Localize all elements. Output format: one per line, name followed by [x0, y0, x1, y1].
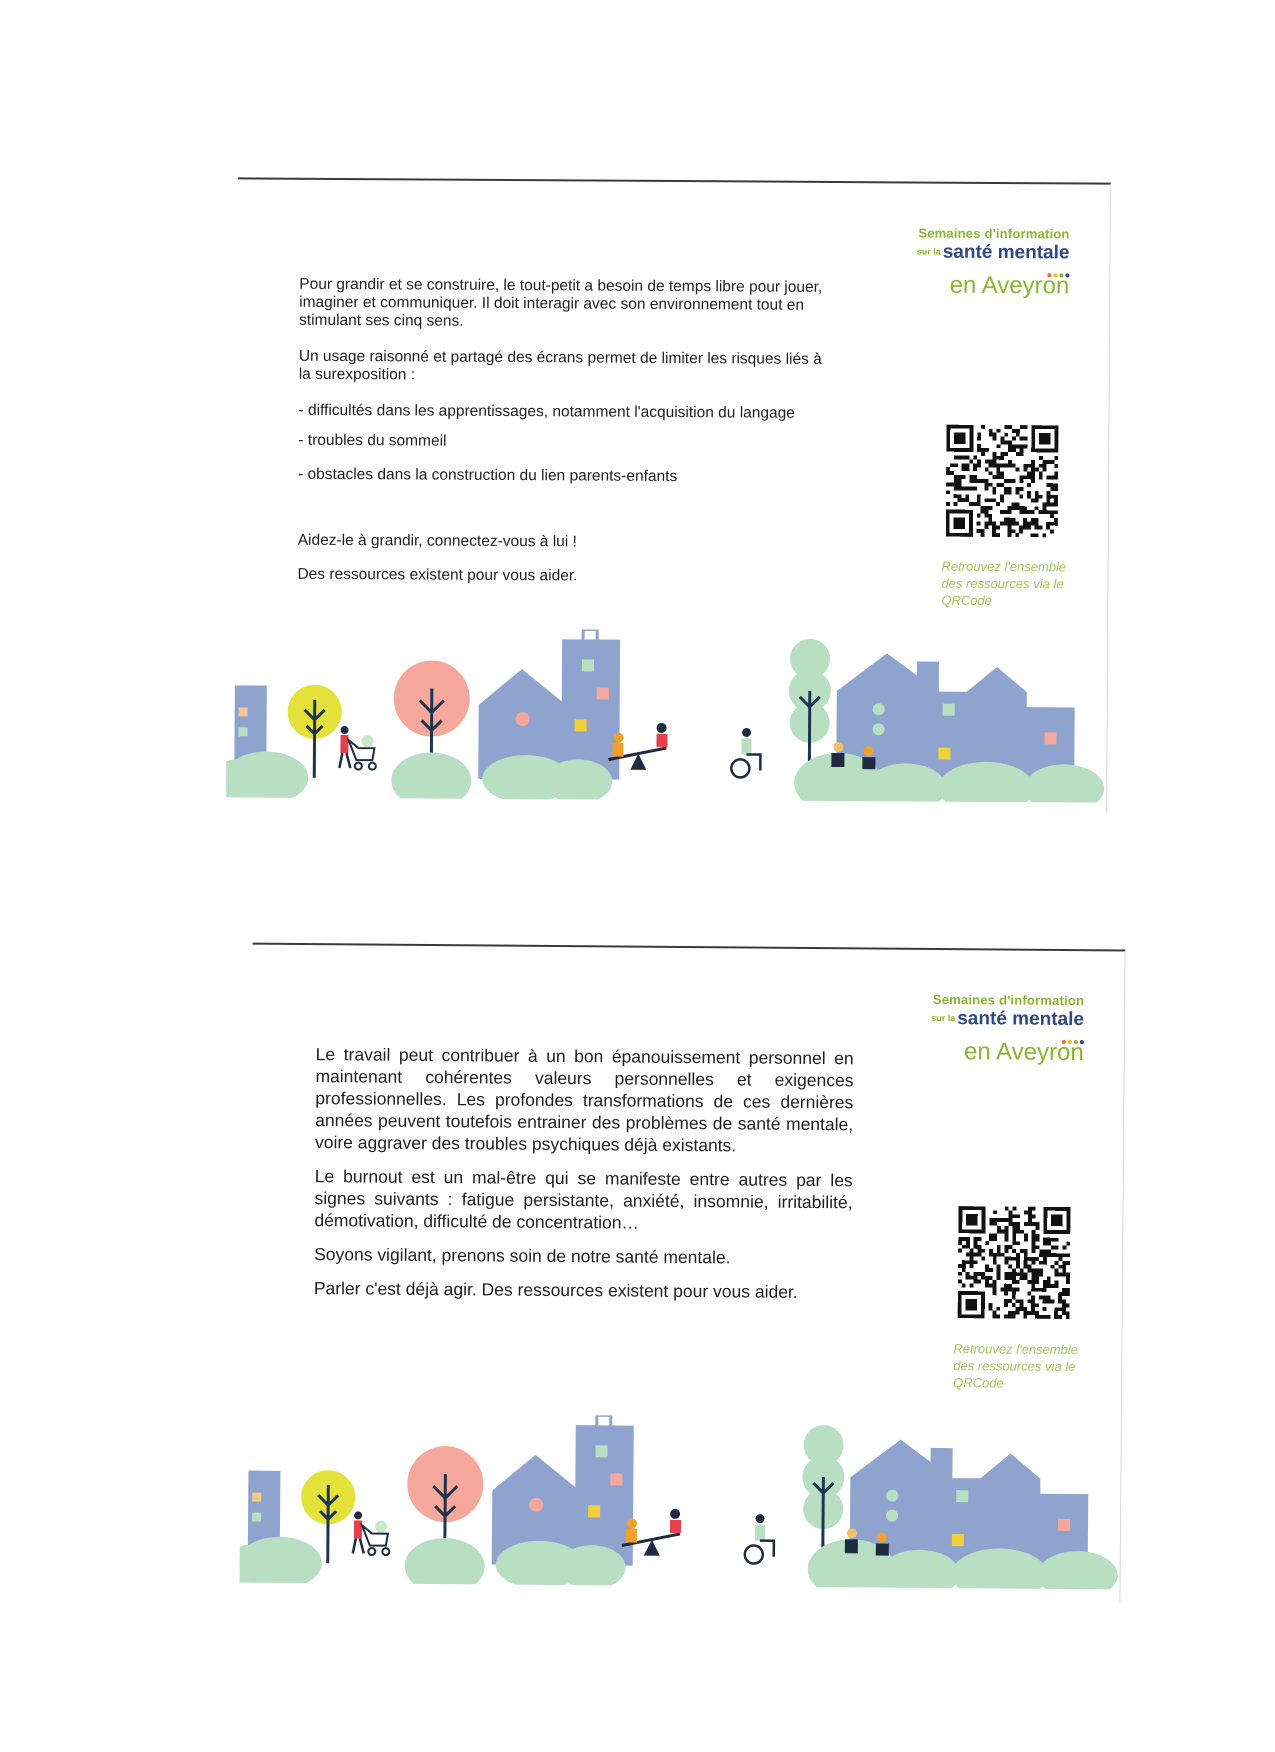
bullet-item: - troubles du sommeil: [298, 431, 447, 450]
logo-dots: [931, 1030, 1084, 1037]
paragraph: Soyons vigilant, prenons soin de notre santé mentale.: [314, 1244, 731, 1268]
logo-small: sur la: [916, 246, 941, 257]
paragraph: Parler c'est déjà agir. Des ressources existent pour vous aider.: [313, 1278, 798, 1302]
info-card-screens: [234, 177, 1111, 812]
logo-line1: Semaines d'information: [918, 225, 1070, 242]
paragraph: Un usage raisonné et partagé des écrans permet de limiter les risques liés à la surexposition :: [298, 347, 822, 384]
bullet-item: - difficultés dans les apprentissages, notamment l'acquisition du langage: [298, 401, 795, 422]
logo-dots: [917, 263, 1070, 270]
town-illustration: [226, 627, 1111, 802]
qr-caption: Retrouvez l'ensemble des ressources via le QRCode: [953, 1341, 1079, 1391]
qr-code-icon[interactable]: [958, 1206, 1071, 1319]
qr-caption: Retrouvez l'ensemble des ressources via le QRCode: [941, 558, 1067, 608]
logo-line3: en Aveyron: [949, 271, 1070, 300]
logo: [931, 992, 1084, 1067]
paragraph: Le burnout est un mal-être qui se manifeste entre autres par les signes suivants : fatigue persistante, anxiété, insomnie, irritabilité, démotivation, difficulté de concentration…: [314, 1166, 853, 1233]
logo-line1: Semaines d'information: [932, 991, 1085, 1009]
logo-line3: en Aveyron: [963, 1038, 1084, 1067]
card-text: [314, 1043, 854, 1315]
paragraph: Aidez-le à grandir, connectez-vous à lui !: [297, 531, 577, 551]
logo-line2: [917, 241, 1070, 264]
town-illustration: [240, 1413, 1125, 1590]
paragraph: Des ressources existent pour vous aider.: [297, 565, 578, 585]
qr-code-icon[interactable]: [946, 425, 1059, 538]
logo-small: sur la: [931, 1012, 956, 1024]
card-text: [297, 276, 834, 605]
logo-line2-main: santé mentale: [942, 241, 1070, 264]
info-card-work: [247, 943, 1125, 1602]
logo: [916, 225, 1069, 300]
paragraph: Le travail peut contribuer à un bon épanouissement personnel en maintenant cohérentes valeurs personnelles et exigences professionnelles. Les profondes transformations de ces dernières années peuvent toutefois entrainer des problèmes de santé mentale, voire aggraver des troubles psychiques déjà existants.: [314, 1044, 854, 1156]
paragraph: Pour grandir et se construire, le tout-petit a besoin de temps libre pour jouer, imaginer et communiquer. Il doit interagir avec son environnement tout en stimulant ses cinq sens.: [299, 275, 823, 330]
logo-line2-main: santé mentale: [957, 1008, 1085, 1031]
bullet-item: - obstacles dans la construction du lien parents-enfants: [298, 465, 678, 486]
logo-line2: [931, 1008, 1084, 1031]
